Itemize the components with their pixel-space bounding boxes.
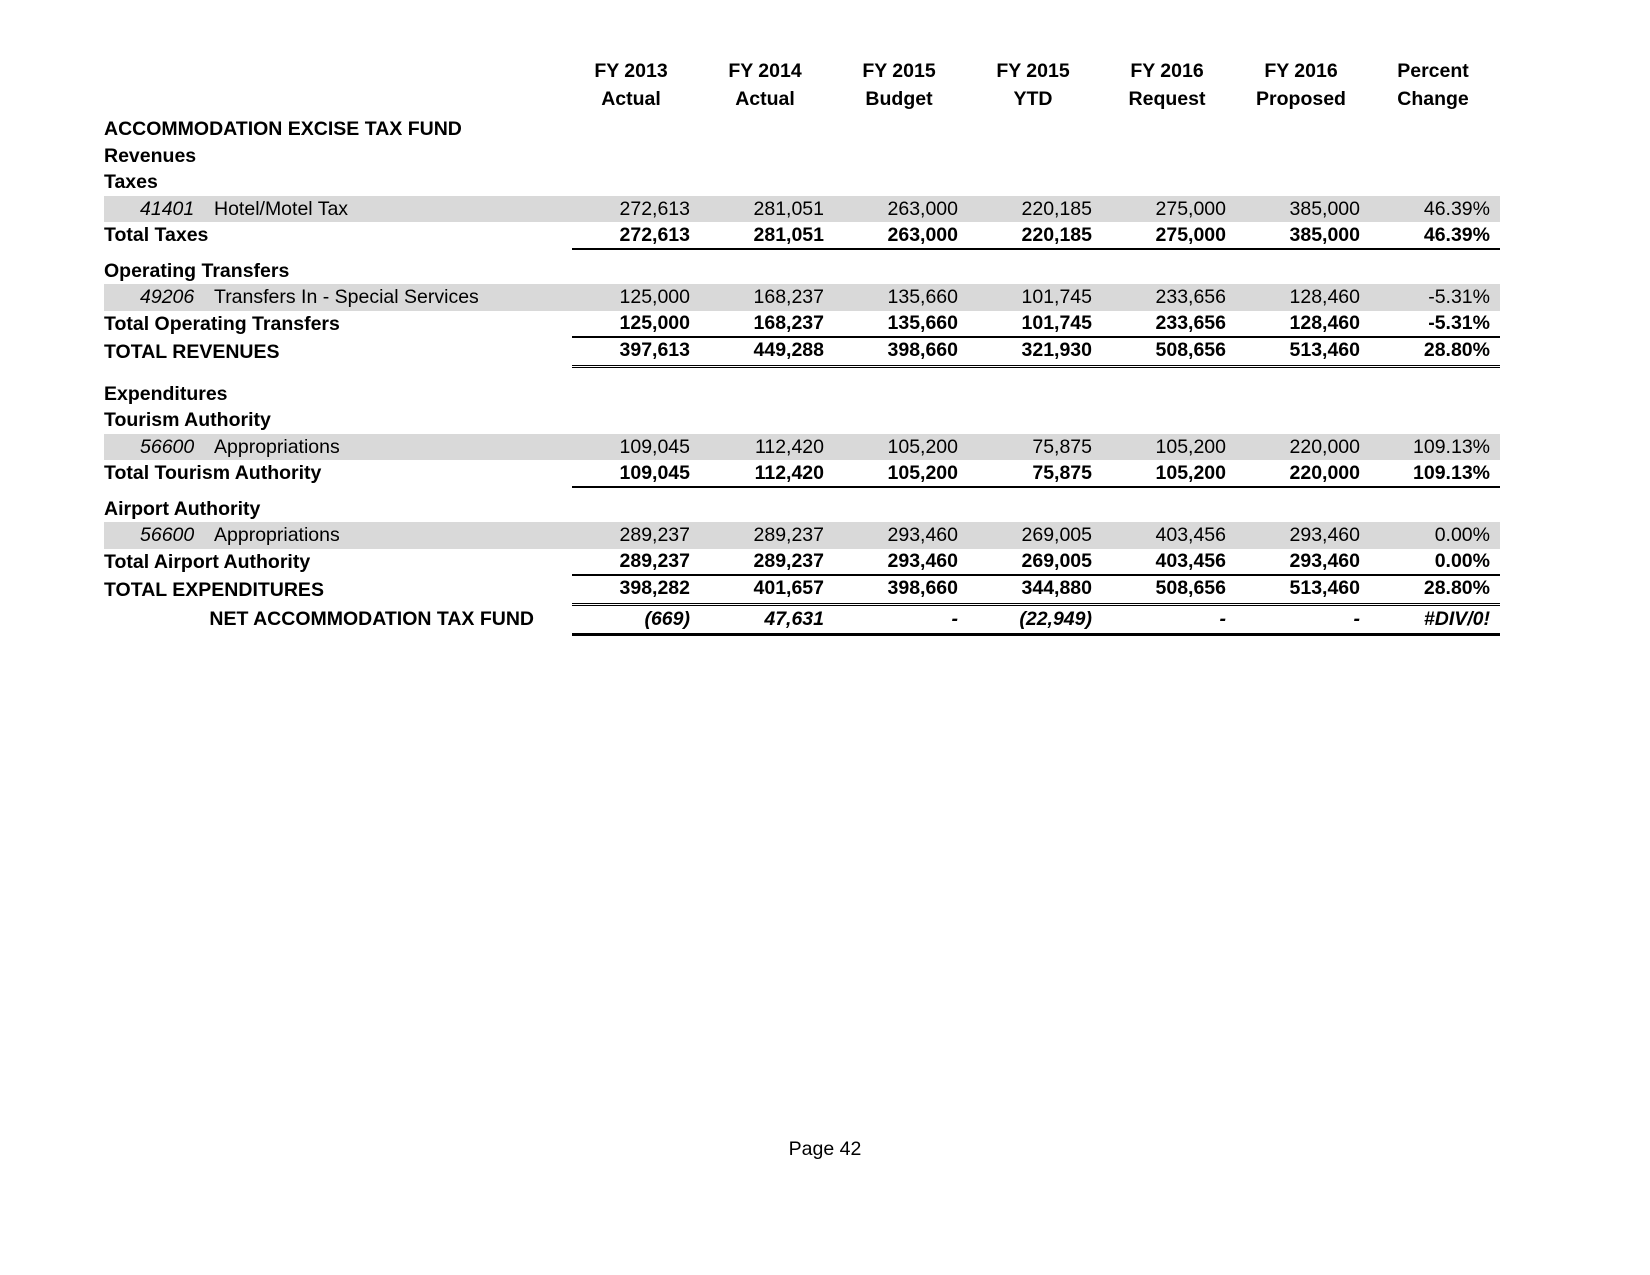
cell-fy2015-ytd: 101,745	[974, 311, 1108, 338]
empty-cell	[572, 143, 706, 170]
header-line2: Change	[1397, 87, 1469, 110]
empty-cell	[1242, 381, 1376, 408]
table-row	[104, 434, 1500, 461]
cell-fy2013-actual: 109,045	[572, 434, 706, 461]
cell-fy2015-budget: 135,660	[840, 284, 974, 311]
empty-cell	[1108, 407, 1242, 434]
accommodation-excise-tax-fund-table	[104, 58, 1500, 637]
cell-fy2013-actual: 125,000	[572, 284, 706, 311]
cell-percent-change: 0.00%	[1376, 549, 1500, 576]
cell-percent-change: -5.31%	[1376, 284, 1500, 311]
section-heading-revenues	[104, 143, 1500, 170]
cell-fy2014-actual: 289,237	[706, 549, 840, 576]
empty-cell	[1242, 496, 1376, 523]
section-heading-tourism-authority	[104, 407, 1500, 434]
header-line1: FY 2016	[1264, 60, 1338, 82]
cell-fy2015-ytd: 344,880	[974, 575, 1108, 605]
cell-fy2015-ytd: 101,745	[974, 284, 1108, 311]
account-description: Appropriations	[214, 435, 340, 458]
spacer-row	[104, 367, 1500, 381]
cell-fy2016-request: 508,656	[1108, 337, 1242, 367]
account-description: Hotel/Motel Tax	[214, 197, 349, 220]
spacer-cell	[104, 367, 1500, 381]
total-row-taxes	[104, 222, 1500, 249]
section-heading-airport-authority	[104, 496, 1500, 523]
empty-cell	[1108, 496, 1242, 523]
cell-fy2015-budget: 398,660	[840, 337, 974, 367]
cell-fy2016-proposed: 293,460	[1242, 549, 1376, 576]
empty-cell	[974, 496, 1108, 523]
spacer-cell	[104, 487, 1500, 496]
empty-cell	[1108, 169, 1242, 196]
empty-cell	[706, 169, 840, 196]
section-label: Taxes	[104, 171, 158, 194]
line-item-label	[104, 434, 572, 461]
empty-cell	[1108, 381, 1242, 408]
header-line2: Budget	[865, 87, 933, 110]
cell-fy2016-request: 105,200	[1108, 460, 1242, 487]
cell-fy2016-proposed: 513,460	[1242, 337, 1376, 367]
cell-fy2013-actual: (669)	[644, 608, 690, 631]
cell-fy2016-proposed: 385,000	[1242, 196, 1376, 223]
cell-fy2016-request: -	[1219, 608, 1226, 631]
page-number: Page 42	[788, 1138, 862, 1160]
empty-cell	[706, 496, 840, 523]
line-item-label	[104, 522, 572, 549]
cell-fy2016-request: 233,656	[1108, 311, 1242, 338]
empty-cell	[1108, 258, 1242, 285]
column-header-percent-change	[1376, 58, 1500, 116]
header-line2: Actual	[735, 87, 795, 110]
cell-fy2014-actual: 289,237	[706, 522, 840, 549]
table-header	[104, 58, 1500, 116]
cell-percent-change: 28.80%	[1376, 337, 1500, 367]
cell-fy2014-actual: 112,420	[706, 434, 840, 461]
empty-cell	[1242, 258, 1376, 285]
fund-title: ACCOMMODATION EXCISE TAX FUND	[104, 118, 462, 141]
cell-fy2015-budget: 135,660	[840, 311, 974, 338]
cell-fy2015-budget: 293,460	[840, 522, 974, 549]
cell-fy2016-proposed: 385,000	[1242, 222, 1376, 249]
empty-cell	[1242, 143, 1376, 170]
cell-fy2016-proposed: 128,460	[1242, 284, 1376, 311]
cell-fy2015-ytd: 321,930	[974, 337, 1108, 367]
cell-fy2013-actual: 289,237	[572, 549, 706, 576]
empty-cell	[840, 169, 974, 196]
spacer-cell	[104, 249, 1500, 258]
line-item-label	[104, 196, 572, 223]
empty-cell	[572, 407, 706, 434]
cell-fy2016-proposed: -	[1353, 608, 1360, 631]
section-label: Tourism Authority	[104, 409, 271, 432]
table-row	[104, 196, 1500, 223]
cell-fy2016-request: 275,000	[1108, 222, 1242, 249]
empty-cell	[1108, 143, 1242, 170]
header-line1: FY 2015	[862, 60, 936, 82]
empty-cell	[1376, 496, 1500, 523]
cell-fy2016-request: 105,200	[1108, 434, 1242, 461]
total-label: Total Taxes	[104, 224, 209, 247]
header-line2: YTD	[1013, 87, 1053, 110]
column-header-fy2015-ytd	[974, 58, 1108, 116]
empty-cell	[706, 407, 840, 434]
cell-fy2016-request: 275,000	[1108, 196, 1242, 223]
cell-fy2015-budget: 263,000	[840, 196, 974, 223]
empty-cell	[1376, 116, 1500, 143]
section-heading-expenditures	[104, 381, 1500, 408]
fund-title-row	[104, 116, 1500, 143]
total-row-tourism-authority	[104, 460, 1500, 487]
cell-fy2013-actual: 397,613	[572, 337, 706, 367]
empty-cell	[572, 116, 706, 143]
empty-cell	[1376, 381, 1500, 408]
column-header-fy2013-actual	[572, 58, 706, 116]
section-heading-operating-transfers	[104, 258, 1500, 285]
column-header-fy2015-budget	[840, 58, 974, 116]
empty-cell	[974, 381, 1108, 408]
cell-fy2014-actual: 401,657	[706, 575, 840, 605]
section-label: Expenditures	[104, 382, 228, 405]
section-label: Revenues	[104, 144, 197, 167]
empty-cell	[1376, 258, 1500, 285]
cell-fy2016-proposed: 128,460	[1242, 311, 1376, 338]
empty-cell	[840, 143, 974, 170]
account-code: 41401	[140, 197, 195, 220]
column-header-fy2016-request	[1108, 58, 1242, 116]
cell-percent-change: #DIV/0!	[1423, 608, 1490, 631]
empty-cell	[974, 169, 1108, 196]
empty-cell	[572, 258, 706, 285]
cell-fy2014-actual: 168,237	[706, 311, 840, 338]
cell-fy2015-budget: -	[951, 608, 958, 631]
empty-cell	[1108, 116, 1242, 143]
cell-fy2015-budget: 398,660	[840, 575, 974, 605]
cell-fy2014-actual: 168,237	[706, 284, 840, 311]
net-row-accommodation-tax-fund	[104, 605, 1500, 635]
empty-cell	[706, 258, 840, 285]
header-line2: Actual	[601, 87, 661, 110]
table-body	[104, 116, 1500, 637]
cell-fy2015-ytd: 75,875	[974, 434, 1108, 461]
empty-cell	[974, 116, 1108, 143]
cell-fy2016-request: 233,656	[1108, 284, 1242, 311]
spacer-cell	[104, 634, 572, 637]
cell-fy2014-actual: 47,631	[764, 608, 824, 631]
cell-fy2015-ytd: (22,949)	[1019, 608, 1092, 631]
empty-cell	[974, 407, 1108, 434]
empty-cell	[840, 496, 974, 523]
empty-cell	[706, 143, 840, 170]
cell-fy2015-budget: 263,000	[840, 222, 974, 249]
section-label: Airport Authority	[104, 497, 261, 520]
cell-fy2013-actual: 272,613	[572, 196, 706, 223]
cell-fy2016-request: 403,456	[1108, 549, 1242, 576]
cell-fy2015-budget: 105,200	[840, 460, 974, 487]
cell-fy2015-ytd: 75,875	[974, 460, 1108, 487]
net-label: NET ACCOMMODATION TAX FUND	[209, 608, 534, 631]
cell-percent-change: 109.13%	[1376, 460, 1500, 487]
empty-cell	[840, 116, 974, 143]
empty-cell	[1242, 116, 1376, 143]
account-description: Appropriations	[214, 524, 340, 547]
account-code: 49206	[140, 286, 195, 309]
cell-fy2016-proposed: 513,460	[1242, 575, 1376, 605]
header-line2: Proposed	[1256, 87, 1346, 110]
empty-cell	[840, 381, 974, 408]
line-item-label	[104, 284, 572, 311]
empty-cell	[974, 143, 1108, 170]
grand-total-label: TOTAL EXPENDITURES	[104, 578, 324, 601]
header-line1: FY 2015	[996, 60, 1070, 82]
header-line1: FY 2014	[728, 60, 802, 82]
cell-fy2016-proposed: 293,460	[1242, 522, 1376, 549]
total-row-airport-authority	[104, 549, 1500, 576]
empty-cell	[1376, 407, 1500, 434]
cell-fy2014-actual: 112,420	[706, 460, 840, 487]
section-heading-taxes	[104, 169, 1500, 196]
cell-percent-change: 0.00%	[1376, 522, 1500, 549]
header-line1: FY 2016	[1130, 60, 1204, 82]
cell-fy2016-request: 508,656	[1108, 575, 1242, 605]
cell-percent-change: 109.13%	[1376, 434, 1500, 461]
empty-cell	[572, 169, 706, 196]
empty-cell	[840, 258, 974, 285]
total-label: Total Airport Authority	[104, 550, 311, 573]
cell-percent-change: 28.80%	[1376, 575, 1500, 605]
column-header-fy2016-proposed	[1242, 58, 1376, 116]
account-code: 56600	[140, 435, 195, 458]
cell-percent-change: 46.39%	[1376, 222, 1500, 249]
header-line1: FY 2013	[594, 60, 668, 82]
cell-fy2013-actual: 272,613	[572, 222, 706, 249]
table-row	[104, 284, 1500, 311]
cell-fy2016-proposed: 220,000	[1242, 460, 1376, 487]
cell-fy2016-request: 403,456	[1108, 522, 1242, 549]
total-row-operating-transfers	[104, 311, 1500, 338]
total-row-revenues	[104, 337, 1500, 367]
cell-fy2015-budget: 293,460	[840, 549, 974, 576]
cell-fy2015-ytd: 220,185	[974, 222, 1108, 249]
cell-fy2016-proposed: 220,000	[1242, 434, 1376, 461]
cell-fy2014-actual: 281,051	[706, 196, 840, 223]
net-rule-row	[104, 634, 1500, 637]
spacer-row	[104, 487, 1500, 496]
empty-cell	[840, 407, 974, 434]
cell-fy2013-actual: 109,045	[572, 460, 706, 487]
cell-fy2015-ytd: 220,185	[974, 196, 1108, 223]
cell-fy2014-actual: 281,051	[706, 222, 840, 249]
empty-cell	[572, 381, 706, 408]
table-row	[104, 522, 1500, 549]
empty-cell	[974, 258, 1108, 285]
empty-cell	[706, 116, 840, 143]
cell-fy2014-actual: 449,288	[706, 337, 840, 367]
empty-cell	[1376, 169, 1500, 196]
header-line1: Percent	[1397, 60, 1469, 82]
section-label: Operating Transfers	[104, 259, 290, 282]
total-label: Total Tourism Authority	[104, 462, 322, 485]
net-bottom-rule	[572, 634, 1500, 637]
account-code: 56600	[140, 524, 195, 547]
cell-percent-change: 46.39%	[1376, 196, 1500, 223]
cell-fy2013-actual: 125,000	[572, 311, 706, 338]
account-description: Transfers In - Special Services	[214, 286, 479, 309]
column-header-label	[104, 58, 572, 116]
cell-fy2015-budget: 105,200	[840, 434, 974, 461]
cell-percent-change: -5.31%	[1376, 311, 1500, 338]
cell-fy2013-actual: 398,282	[572, 575, 706, 605]
empty-cell	[1242, 169, 1376, 196]
empty-cell	[706, 381, 840, 408]
header-line2: Request	[1128, 87, 1206, 110]
header-row	[104, 58, 1500, 116]
total-row-expenditures	[104, 575, 1500, 605]
grand-total-label: TOTAL REVENUES	[104, 340, 280, 363]
empty-cell	[572, 496, 706, 523]
total-label: Total Operating Transfers	[104, 312, 340, 335]
cell-fy2013-actual: 289,237	[572, 522, 706, 549]
column-header-fy2014-actual	[706, 58, 840, 116]
empty-cell	[1376, 143, 1500, 170]
cell-fy2015-ytd: 269,005	[974, 549, 1108, 576]
spacer-row	[104, 249, 1500, 258]
cell-fy2015-ytd: 269,005	[974, 522, 1108, 549]
empty-cell	[1242, 407, 1376, 434]
